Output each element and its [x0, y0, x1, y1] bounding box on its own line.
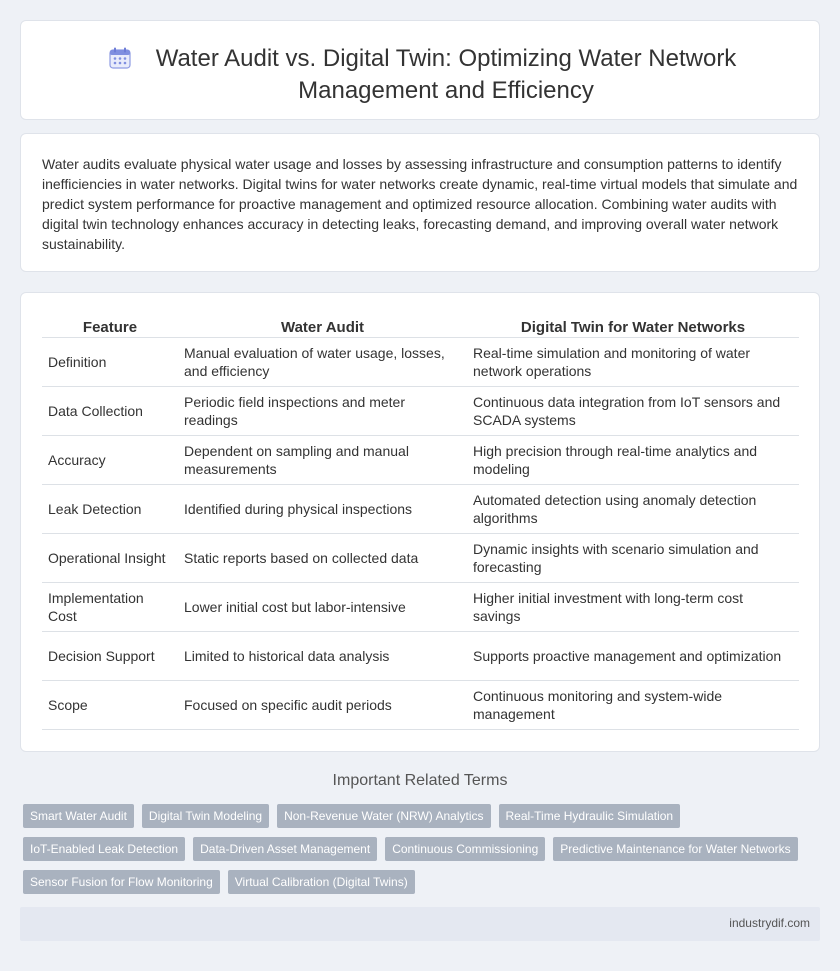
related-term-tag[interactable]: Continuous Commissioning	[385, 837, 545, 861]
table-row	[42, 534, 799, 583]
related-term-tag[interactable]: Virtual Calibration (Digital Twins)	[228, 870, 415, 894]
footer	[20, 907, 820, 941]
cell-digital-twin: Higher initial investment with long-term cost savings	[467, 583, 799, 632]
cell-water-audit: Manual evaluation of water usage, losses, and efficiency	[178, 338, 467, 387]
related-term-tag[interactable]: Smart Water Audit	[23, 804, 134, 828]
cell-digital-twin: High precision through real-time analytics and modeling	[467, 436, 799, 485]
page-title: Water Audit vs. Digital Twin: Optimizing Water Network Management and Efficiency	[155, 45, 737, 104]
cell-water-audit: Dependent on sampling and manual measurements	[178, 436, 467, 485]
footer-site-link[interactable]: industrydif.com	[729, 916, 810, 930]
intro-paragraph: Water audits evaluate physical water usage and losses by assessing infrastructure and consumption patterns to identify inefficiencies in water networks. Digital twins for water networks create dynamic, real-time virtual models that simulate and predict system performance for proactive management and optimized resource allocation. Combining water audits with digital twin technology enhances accuracy in detecting leaks, forecasting demand, and improving overall water network sustainability.	[42, 156, 798, 252]
table-row	[42, 338, 799, 387]
cell-water-audit: Focused on specific audit periods	[178, 681, 467, 730]
cell-feature: Accuracy	[42, 436, 178, 485]
related-terms-row	[23, 870, 803, 894]
related-terms-title: Important Related Terms	[332, 772, 508, 789]
related-term-tag[interactable]: IoT-Enabled Leak Detection	[23, 837, 185, 861]
intro-card	[20, 133, 820, 272]
cell-digital-twin: Dynamic insights with scenario simulation and forecasting	[467, 534, 799, 583]
table-row	[42, 681, 799, 730]
column-header-digital-twin: Digital Twin for Water Networks	[467, 315, 799, 338]
related-term-tag[interactable]: Digital Twin Modeling	[142, 804, 269, 828]
related-term-tag[interactable]: Predictive Maintenance for Water Networks	[553, 837, 797, 861]
cell-feature: Definition	[42, 338, 178, 387]
cell-water-audit: Static reports based on collected data	[178, 534, 467, 583]
cell-feature: Implementation Cost	[42, 583, 178, 632]
cell-water-audit: Periodic field inspections and meter readings	[178, 387, 467, 436]
cell-digital-twin: Continuous data integration from IoT sensors and SCADA systems	[467, 387, 799, 436]
related-term-tag[interactable]: Real-Time Hydraulic Simulation	[499, 804, 681, 828]
comparison-table	[42, 315, 799, 730]
cell-feature: Decision Support	[42, 632, 178, 681]
related-term-tag[interactable]: Data-Driven Asset Management	[193, 837, 377, 861]
cell-feature: Operational Insight	[42, 534, 178, 583]
table-row	[42, 485, 799, 534]
column-header-feature: Feature	[42, 315, 178, 338]
related-terms-row	[23, 804, 803, 828]
column-header-water-audit: Water Audit	[178, 315, 467, 338]
related-term-tag[interactable]: Non-Revenue Water (NRW) Analytics	[277, 804, 490, 828]
table-row	[42, 583, 799, 632]
cell-digital-twin: Supports proactive management and optimization	[467, 632, 799, 681]
cell-feature: Leak Detection	[42, 485, 178, 534]
related-term-tag[interactable]: Sensor Fusion for Flow Monitoring	[23, 870, 220, 894]
table-row	[42, 387, 799, 436]
related-terms	[23, 804, 803, 903]
cell-digital-twin: Automated detection using anomaly detection algorithms	[467, 485, 799, 534]
header-card	[20, 20, 820, 120]
comparison-table-card	[20, 292, 820, 752]
related-terms-row	[23, 837, 803, 861]
cell-water-audit: Identified during physical inspections	[178, 485, 467, 534]
table-header-row	[42, 315, 799, 338]
cell-feature: Scope	[42, 681, 178, 730]
cell-water-audit: Limited to historical data analysis	[178, 632, 467, 681]
table-row	[42, 436, 799, 485]
cell-water-audit: Lower initial cost but labor-intensive	[178, 583, 467, 632]
cell-digital-twin: Continuous monitoring and system-wide management	[467, 681, 799, 730]
table-row	[42, 632, 799, 681]
cell-digital-twin: Real-time simulation and monitoring of water network operations	[467, 338, 799, 387]
cell-feature: Data Collection	[42, 387, 178, 436]
